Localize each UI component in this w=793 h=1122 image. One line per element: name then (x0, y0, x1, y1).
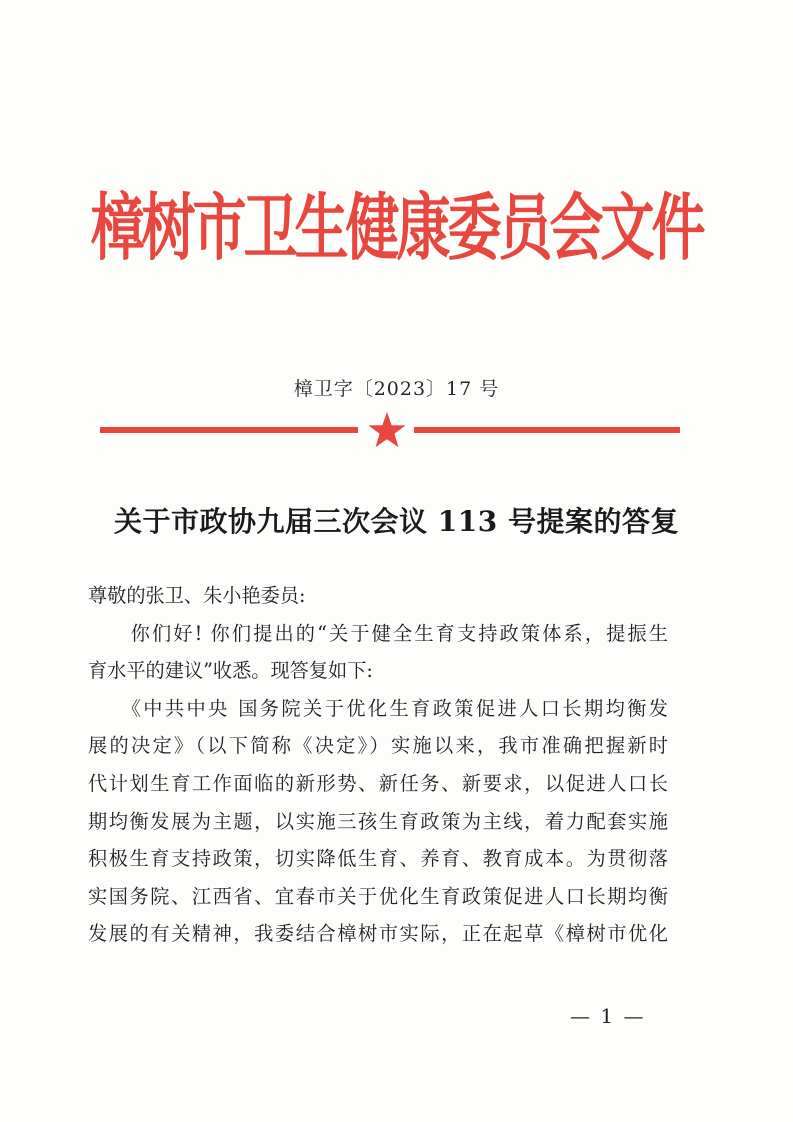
document-body (88, 577, 668, 953)
body-line: 期均衡发展为主题，以实施三孩生育政策为主线，着力配套实施 (88, 809, 668, 833)
red-star-icon (366, 410, 408, 452)
document-number: 樟卫字〔2023〕17 号 (293, 378, 500, 400)
body-line: 发展的有关精神，我委结合樟树市实际，正在起草《樟树市优化 (88, 922, 668, 946)
masthead-title: 樟树市卫生健康委员会文件 (90, 185, 703, 271)
body-line: 实国务院、江西省、宜春市关于优化生育政策促进人口长期均衡 (88, 884, 668, 908)
document-title: 关于市政协九届三次会议 113 号提案的答复 (114, 505, 679, 538)
body-line: 《中共中央 国务院关于优化生育政策促进人口长期均衡发 (88, 696, 668, 720)
page-number: — 1 — (570, 1004, 646, 1028)
body-line: 代计划生育工作面临的新形势、新任务、新要求，以促进人口长 (88, 771, 668, 795)
body-line: 你们好! 你们提出的“关于健全生育支持政策体系，提振生 (88, 621, 668, 645)
body-line: 展的决定》（以下简称《决定》）实施以来，我市准确把握新时 (88, 734, 668, 758)
body-line: 积极生育支持政策，切实降低生育、养育、教育成本。为贯彻落 (88, 847, 668, 871)
red-rule-left (100, 427, 358, 433)
red-rule-right (414, 427, 680, 433)
salutation: 尊敬的张卫、朱小艳委员: (88, 584, 306, 607)
body-line: 育水平的建议”收悉。现答复如下: (88, 659, 373, 683)
